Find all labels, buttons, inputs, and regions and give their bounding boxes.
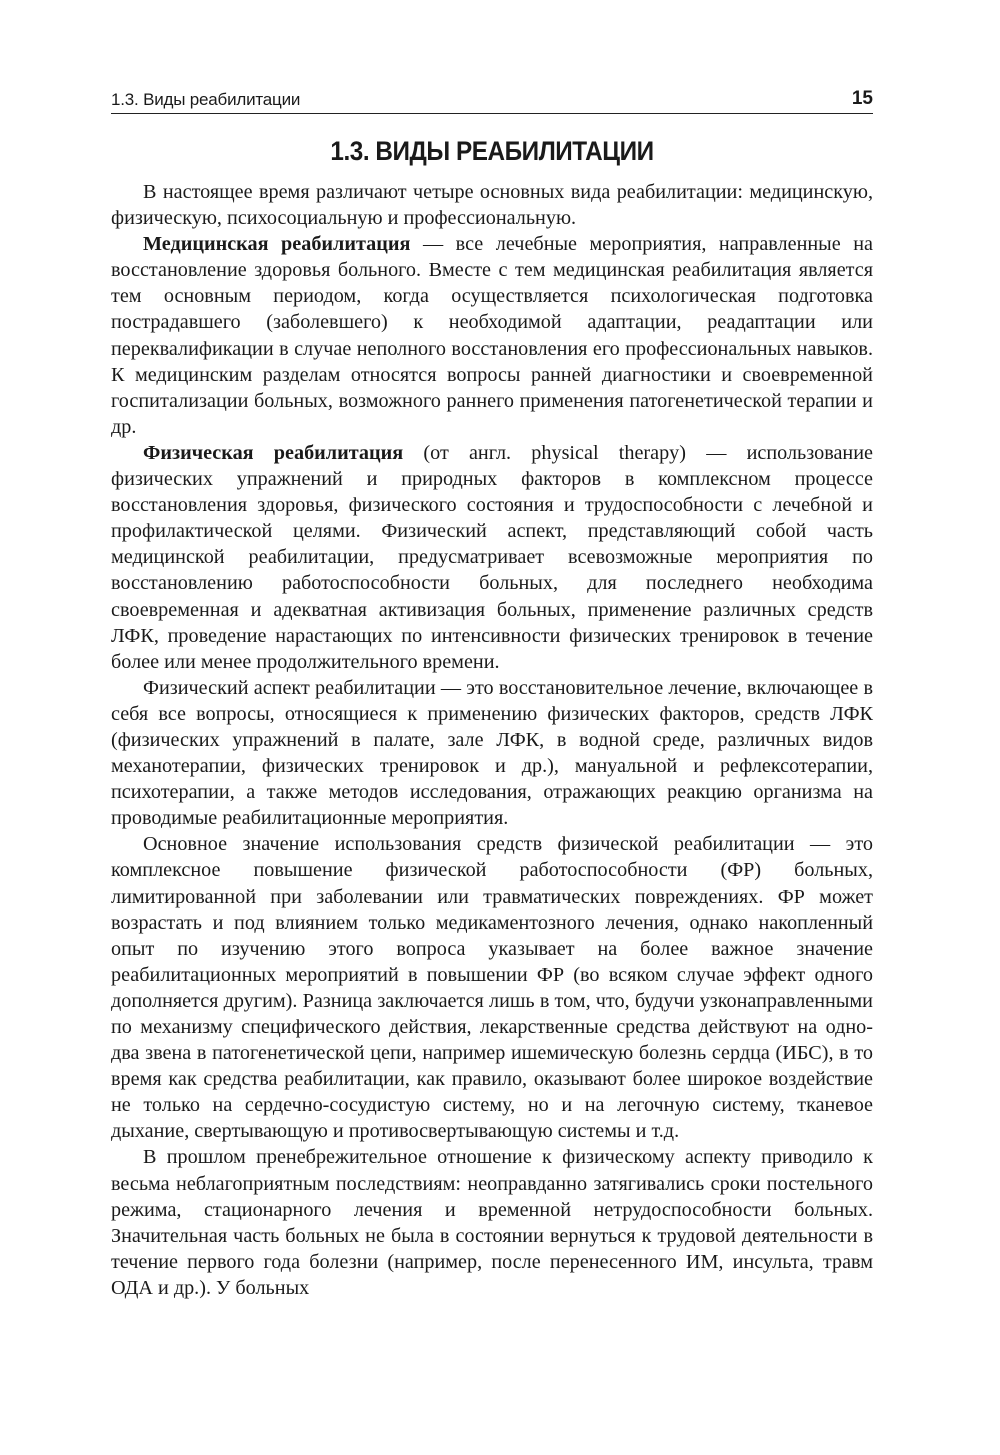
running-header <box>111 88 873 114</box>
paragraph-physical-aspect <box>111 675 873 832</box>
paragraph-text: Основное значение использования средств физической реабилитации — это комплексное повышение физической работоспособности (ФР) больных, лимитированной при заболевании или травматических повреждениях. ФР может возрастать и под влиянием только медикаментозного лечения, однако накопленный опыт по изучению этого вопроса указывает на более важное значение реабилитационных мероприятий в повышении ФР (во всяком случае эффект одного дополняется другим). Разница заключается лишь в том, что, будучи узконаправленными по механизму специфического действия, лекарственные средства действуют на одно-два звена в патогенетической цепи, например ишемическую болезнь сердца (ИБС), в то время как средства реабилитации, как правило, оказывают более широкое воздействие не только на сердечно-сосудистую систему, но и на легочную систему, тканевое дыхание, свертывающую и противосвертывающую системы и т.д. <box>111 833 873 1143</box>
page-number: 15 <box>851 88 873 109</box>
section-title: 1.3. ВИДЫ РЕАБИЛИТАЦИИ <box>330 136 654 166</box>
paragraph-past-neglect <box>111 1144 873 1301</box>
term-medical-rehabilitation: Медицинская реабилитация <box>143 233 411 256</box>
body-text <box>111 179 873 1301</box>
paragraph-text: В прошлом пренебрежительное отношение к физическому аспекту приводило к весьма неблагоприятным последствиям: неоправданно затягивались сроки постельного режима, стационарного лечения и временной нетрудоспособности больных. Значительная часть больных не была в состоянии вернуться к трудовой деятельности в течение первого года болезни (например, после перенесенного ИМ, инсульта, травм ОДА и др.). У больных <box>111 1146 873 1299</box>
paragraph-text: (от англ. physical therapy) — использование физических упражнений и природных факторов в комплексном процессе восстановления здоровья, физического состояния и трудоспособности с лечебной и профилактической целями. Физический аспект, представляющий собой часть медицинской реабилитации, предусматривает всевозможные мероприятия по восстановлению работоспособности больных, для последнего необходима своевременная и адекватная активизация больных, применение различных средств ЛФК, проведение нарастающих по интенсивности физических тренировок в течение более или менее продолжительного времени. <box>111 441 873 673</box>
book-page <box>111 88 873 1301</box>
paragraph-intro <box>111 179 873 231</box>
paragraph-text: Физический аспект реабилитации — это восстановительное лечение, включающее в себя все вопросы, относящиеся к применению физических факторов, средств ЛФК (физических упражнений в палате, зале ЛФК, в водной среде, различных видов механотерапии, физических тренировок и др.), мануальной и рефлексотерапии, психотерапии, а также методов исследования, отражающих реакцию организма на проводимые реабилитационные мероприятия. <box>111 676 873 830</box>
term-physical-rehabilitation: Физическая реабилитация <box>143 441 404 464</box>
paragraph-text: — все лечебные мероприятия, направленные на восстановление здоровья больного. Вместе с тем медицинская реабилитация является тем основным периодом, когда осуществляется психологическая подготовка пострадавшего (заболевшего) к необходимой адаптации, реадаптации или переквалификации в случае неполного восстановления его профессиональных навыков. К медицинским разделам относятся вопросы ранней диагностики и своевременной госпитализации больных, возможного раннего применения патогенетической терапии и др. <box>111 233 873 438</box>
running-title: 1.3. Виды реабилитации <box>111 90 301 109</box>
paragraph-medical-rehabilitation <box>111 231 873 440</box>
paragraph-main-significance <box>111 831 873 1144</box>
paragraph-text: В настоящее время различают четыре основных вида реабилитации: медицинскую, физическую, психосоциальную и профессиональную. <box>111 181 873 230</box>
paragraph-physical-rehabilitation <box>111 440 873 675</box>
